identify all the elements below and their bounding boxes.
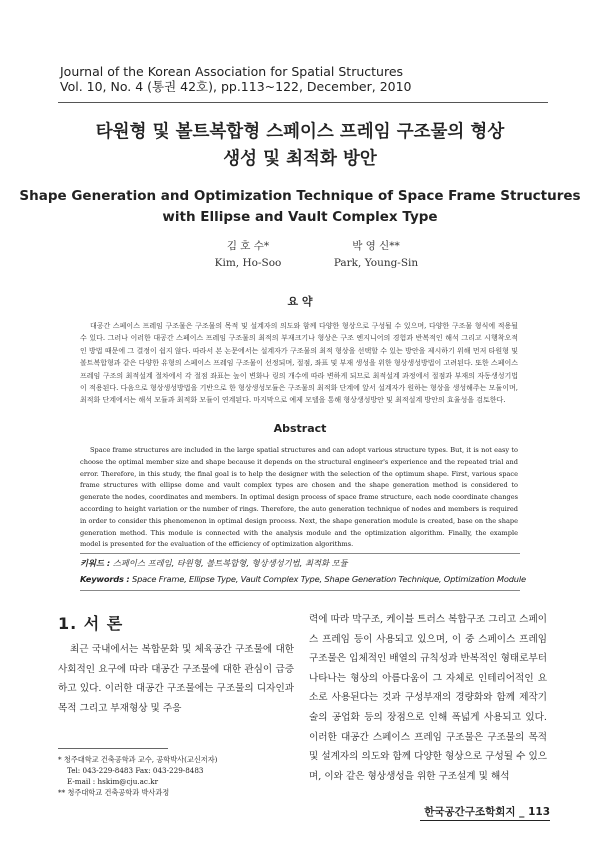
- keywords-english-text: Space Frame, Ellipse Type, Vault Complex Type, Shape Generation Technique, Optimization Module: [132, 574, 526, 584]
- keywords-english: [80, 573, 525, 585]
- english-title: [0, 186, 600, 228]
- section-1-heading: 1. 서 론: [58, 614, 124, 633]
- keywords-korean-text: 스페이스 프레임, 타원형, 볼트복합형, 형상생성기법, 최적화 모듈: [112, 558, 348, 568]
- author-2-english: Park, Young-Sin: [333, 257, 419, 269]
- intro-right-text: 력에 따라 막구조, 케이블 트러스 복합구조 그리고 스페이스 프레임 등이 사용되고 있으며, 이 중 스페이스 프레임 구조물은 입체적인 배열의 규칙성과 반복적인 형태로부터 나타나는 형상의 아름다움이 그 자체로 인테리어적인 요소로 사용된다는 것과 구성부재의 경량화와 함께 제작기술의 공업화 등의 장점으로 인해 폭넓게 사용되고 있다. 이러한 대공간 스페이스 프레임 구조물은 구조물의 목적 및 설계자의 의도와 함께 다양한 형상으로 구성될 수 있으며, 이와 같은 형상생성을 위한 구조설계 및 해석: [309, 614, 547, 782]
- korean-title: [0, 119, 600, 173]
- english-title-line1: Shape Generation and Optimization Technique of Space Frame Structures: [19, 188, 581, 204]
- english-title-line2: with Ellipse and Vault Complex Type: [162, 209, 438, 225]
- keywords-top-rule: [80, 553, 520, 554]
- header-rule: [58, 102, 548, 103]
- korean-title-line1: 타원형 및 볼트복합형 스페이스 프레임 구조물의 형상: [95, 122, 505, 142]
- intro-right-column: [309, 610, 547, 786]
- korean-abstract: [80, 320, 518, 407]
- korean-title-line2: 생성 및 최적화 방안: [223, 149, 377, 169]
- footnote-rule: [58, 748, 168, 749]
- korean-abstract-text: 대공간 스페이스 프레임 구조물은 구조물의 목적 및 설계자의 의도와 함께 다양한 형상으로 구성될 수 있으며, 다양한 구조물 형식에 적용될 수 있다. 그러나 이러한 대공간 스페이스 프레임 구조물의 최적의 부재크기나 형상은 구조 엔지니어의 경험과 반복적인 해석 그리고 시행착오적인 방법 때문에 그 결정이 쉽지 않다. 따라서 본 논문에서는 설계자가 구조물의 최적 형상을 선택할 수 있는 방안을 제시하기 위해 먼저 타원형 및 볼트복합형과 같은 다양한 유형의 스페이스 프레임 구조물이 선정되며, 절점, 좌표 및 부재 생성을 위한 형상생성방법이 고려된다. 또한 스페이스 프레임 구조의 최적설계 절차에서 각 절점 좌표는 높이 변화나 링의 개수에 따라 변하게 되므로 최적설계 과정에서 절점과 부재의 자동생성기법이 적용된다. 다음으로 형상생성방법을 기반으로 한 형상생성모듈은 구조물의 최적화 단계에 앞서 설계자가 원하는 형상을 생성해주는 모듈이며, 최적화 단계에서는 해석 모듈과 최적화 모듈이 연계된다. 마지막으로 예제 모델을 통해 형상생성방안 및 최적설계 방안의 효율성을 검토한다.: [80, 322, 518, 405]
- footnote-affiliation-1: * 청주대학교 건축공학과 교수, 공학박사(교신저자): [58, 755, 218, 764]
- intro-left-text: 최근 국내에서는 복합문화 및 체육공간 구조물에 대한 사회적인 요구에 따라 대공간 구조물에 대한 관심이 급증하고 있다. 이러한 대공간 구조물에는 구조물의 디자인과 목적 그리고 부재형상 및 주응: [58, 644, 294, 714]
- korean-abstract-heading: 요 약: [287, 295, 313, 308]
- keywords-bottom-rule: [80, 590, 520, 591]
- english-abstract-text: Space frame structures are included in the large spatial structures and can adopt various structure types. But, it is not easy to choose the optimal member size and shape because it depends on the structural engineer's experience and the repeated trial and error. Therefore, in this study, the final goal is to help the designer with the selection of the optimum shape. First, various space frame structures with ellipse dome and vault complex types are chosen and the shape generation method is considered to generate the nodes, coordinates and members. In optimal design process of space frame structure, each node coordinate changes according to height variation or the number of rings. Therefore, the auto generation technique of nodes and members is required in order to consider this phenomenon in optimal design process. Next, the shape generation module is created, base on the shape generation method. This module is connected with the analysis module and the optimization algorithm. Finally, the example model is presented for the evaluation of the efficiency of optimization algorithms.: [80, 446, 518, 549]
- english-abstract-heading: Abstract: [273, 422, 327, 435]
- author-2: [296, 238, 456, 272]
- author-1-korean: 김 호 수*: [226, 240, 270, 252]
- footnote-phone: Tel: 043-229-8483 Fax: 043-229-8483: [67, 766, 204, 775]
- keywords-english-label: Keywords :: [80, 574, 130, 584]
- intro-left-column: [58, 640, 294, 718]
- footnotes: [58, 754, 294, 798]
- author-2-korean: 박 영 신**: [352, 240, 400, 252]
- english-abstract: [80, 445, 518, 551]
- author-1-english: Kim, Ho-Soo: [214, 257, 282, 269]
- footer-rule: [420, 820, 550, 821]
- footnote-affiliation-2: ** 청주대학교 건축공학과 박사과정: [58, 788, 170, 797]
- page-footer: 한국공간구조학회지 _ 113: [424, 806, 550, 818]
- keywords-korean-label: 키워드 :: [80, 558, 111, 568]
- journal-header: [60, 64, 412, 94]
- keywords-korean: [80, 557, 525, 569]
- journal-volume: Vol. 10, No. 4 (통권 42호), pp.113~122, December, 2010: [60, 79, 412, 94]
- journal-name: Journal of the Korean Association for Spatial Structures: [60, 64, 404, 79]
- footnote-email: E-mail : hskim@cju.ac.kr: [67, 777, 159, 786]
